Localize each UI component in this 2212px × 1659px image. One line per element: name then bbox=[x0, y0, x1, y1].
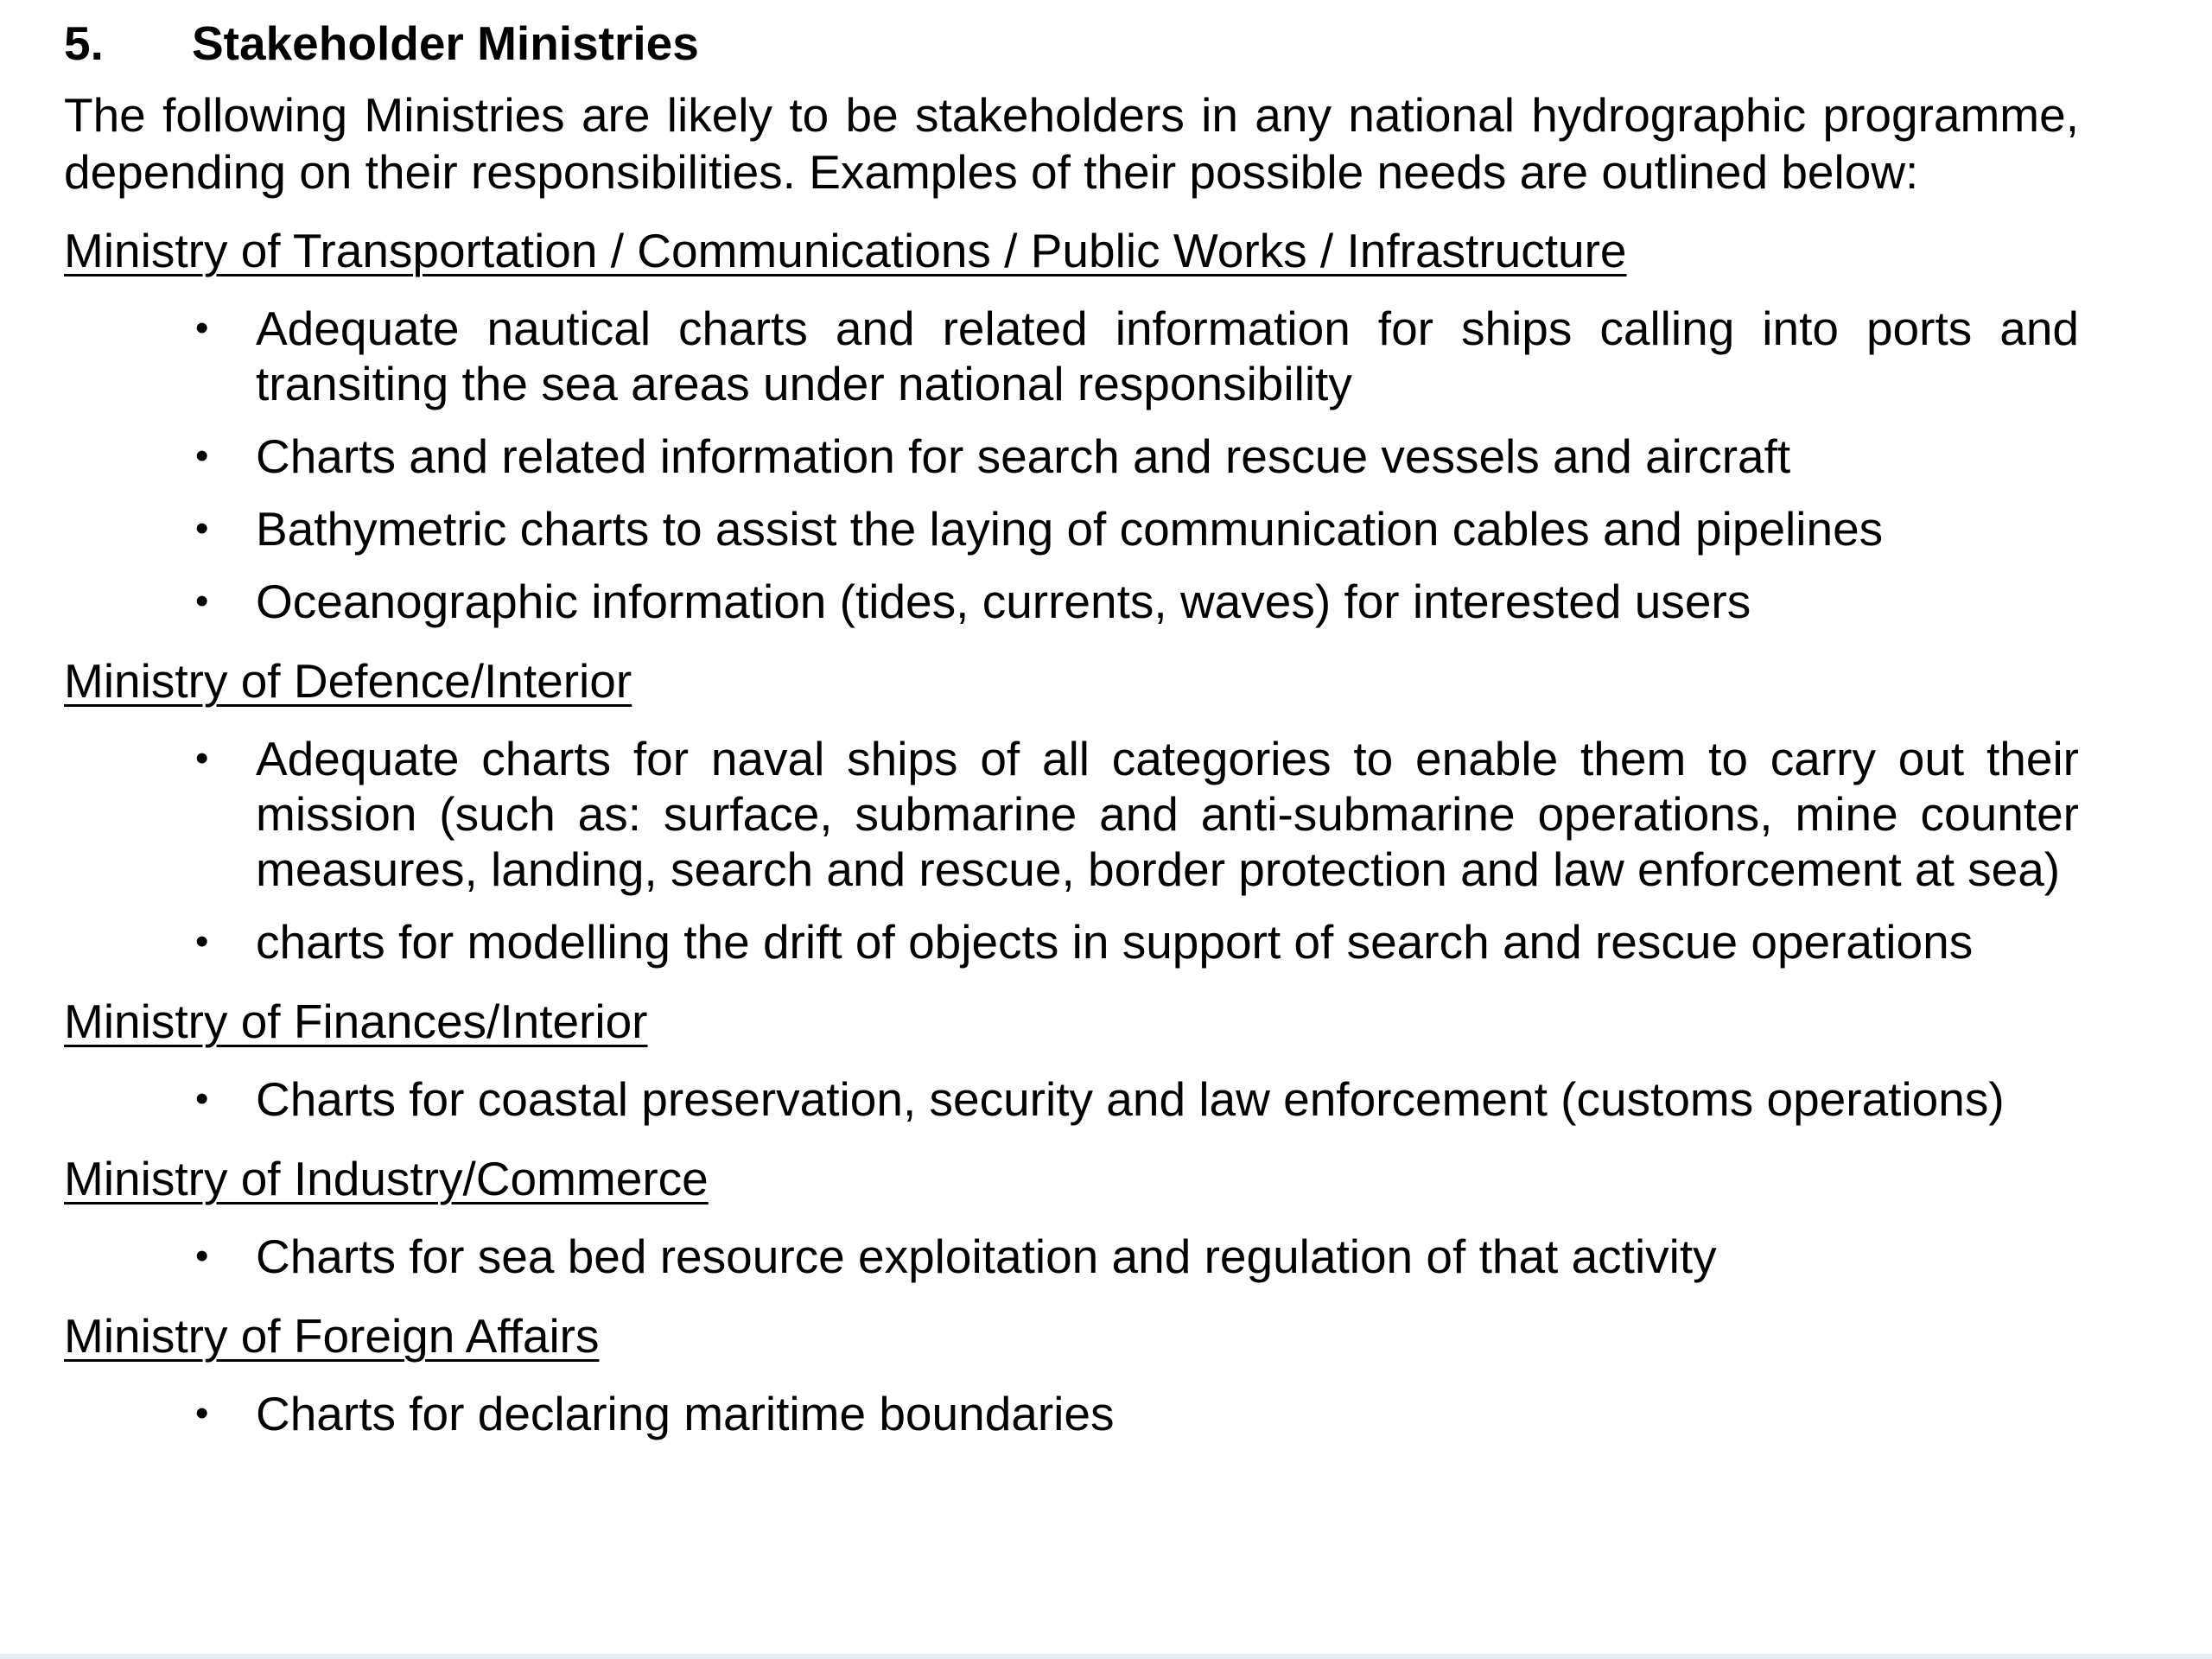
bullet-icon: • bbox=[195, 307, 209, 349]
bullet-icon: • bbox=[195, 507, 209, 550]
page-bottom-rule bbox=[0, 1654, 2212, 1659]
needs-list bbox=[64, 1071, 2079, 1127]
ministry-heading: Ministry of Finances/Interior bbox=[64, 995, 648, 1048]
section-number: 5. bbox=[64, 16, 104, 70]
bullet-icon: • bbox=[195, 920, 209, 963]
intro-paragraph: The following Ministries are likely to be stakeholders in any national hydrographic programme, depending on their responsibilities. Examples of their possible needs are outlined below: bbox=[64, 88, 2079, 199]
list-item bbox=[64, 301, 2079, 411]
list-item-text: Charts and related information for search and rescue vessels and aircraft bbox=[256, 429, 1791, 483]
list-item-text: Bathymetric charts to assist the laying of communication cables and pipelines bbox=[256, 502, 1884, 556]
list-item bbox=[64, 1071, 2079, 1127]
needs-list bbox=[64, 731, 2079, 969]
ministry-heading: Ministry of Transportation / Communications / Public Works / Infrastructure bbox=[64, 224, 1627, 277]
needs-list bbox=[64, 301, 2079, 629]
bullet-icon: • bbox=[195, 1235, 209, 1277]
ministry-heading: Ministry of Defence/Interior bbox=[64, 654, 632, 708]
ministry-block-transportation bbox=[64, 219, 2079, 629]
bullet-icon: • bbox=[195, 1392, 209, 1434]
needs-list bbox=[64, 1229, 2079, 1284]
list-item bbox=[64, 731, 2079, 897]
list-item bbox=[64, 429, 2079, 484]
section-heading bbox=[64, 12, 2079, 74]
list-item-text: Charts for sea bed resource exploitation and regulation of that activity bbox=[256, 1230, 1717, 1283]
bullet-icon: • bbox=[195, 580, 209, 622]
bullet-icon: • bbox=[195, 435, 209, 477]
list-item bbox=[64, 501, 2079, 556]
list-item bbox=[64, 1386, 2079, 1441]
list-item bbox=[64, 914, 2079, 969]
list-item bbox=[64, 574, 2079, 629]
ministry-block-finances bbox=[64, 990, 2079, 1127]
list-item bbox=[64, 1229, 2079, 1284]
list-item-text: Adequate charts for naval ships of all categories to enable them to carry out their mission (such as: surface, submarine and anti-submarine operations, mine counter measures, landing, search and rescue, border protection and law enforcement at sea) bbox=[256, 732, 2079, 896]
list-item-text: Oceanographic information (tides, currents, waves) for interested users bbox=[256, 575, 1751, 628]
ministry-heading: Ministry of Industry/Commerce bbox=[64, 1152, 709, 1205]
ministry-block-defence bbox=[64, 650, 2079, 969]
list-item-text: Charts for declaring maritime boundaries bbox=[256, 1387, 1115, 1440]
ministry-block-foreign-affairs bbox=[64, 1305, 2079, 1441]
bullet-icon: • bbox=[195, 737, 209, 779]
list-item-text: Charts for coastal preservation, security and law enforcement (customs operations) bbox=[256, 1072, 2005, 1126]
bullet-icon: • bbox=[195, 1077, 209, 1120]
ministry-block-industry bbox=[64, 1147, 2079, 1284]
list-item-text: charts for modelling the drift of objects in support of search and rescue operations bbox=[256, 915, 1974, 969]
section-title: Stakeholder Ministries bbox=[192, 16, 699, 70]
list-item-text: Adequate nautical charts and related information for ships calling into ports and transiting the sea areas under national responsibility bbox=[256, 302, 2079, 410]
needs-list bbox=[64, 1386, 2079, 1441]
document-page bbox=[64, 12, 2079, 1462]
ministry-heading: Ministry of Foreign Affairs bbox=[64, 1309, 600, 1363]
